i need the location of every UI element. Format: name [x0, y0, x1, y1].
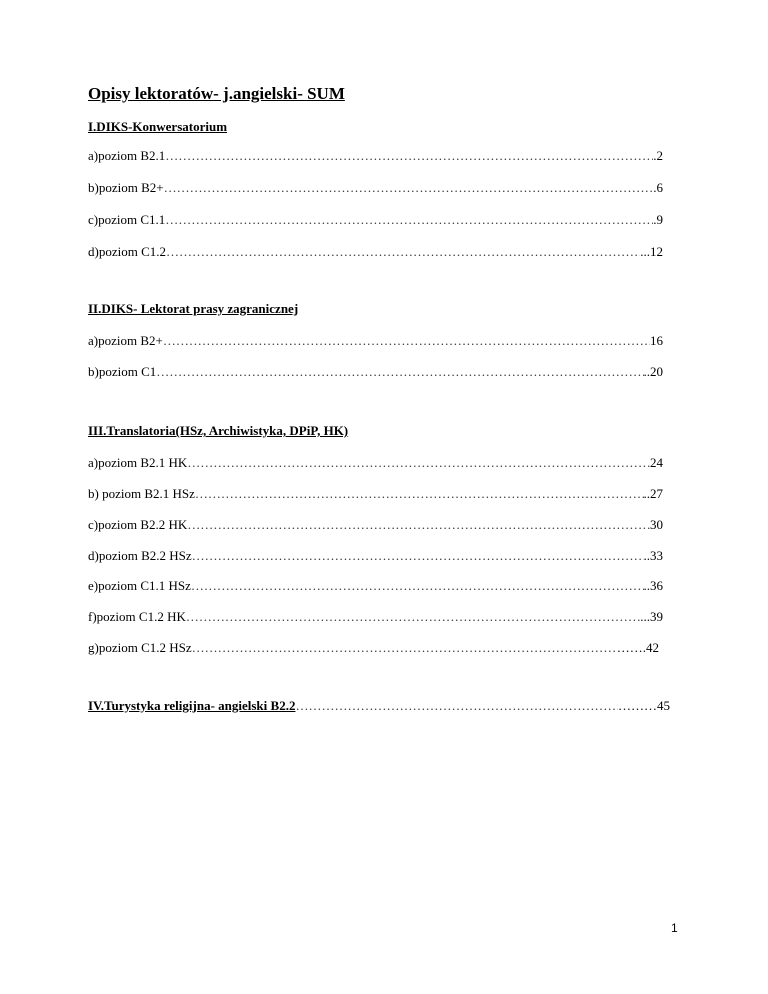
- toc-entry: [88, 244, 663, 260]
- page-title: Opisy lektoratów- j.angielski- SUM: [88, 84, 345, 103]
- toc-leader-dots: [191, 578, 644, 594]
- section-heading-2: II.DIKS- Lektorat prasy zagranicznej: [88, 301, 299, 316]
- toc-entry-page: ...39: [640, 609, 663, 624]
- toc-entry-label: c)poziom B2.2 HK: [88, 517, 188, 532]
- toc-entry-label: a)poziom B2+: [88, 333, 163, 348]
- toc-entry-page: 24: [650, 455, 663, 470]
- toc-leader-dots: [187, 455, 650, 471]
- toc-entry: [88, 364, 663, 380]
- toc-entry-page: 30: [650, 517, 663, 532]
- toc-entry: [88, 212, 663, 228]
- toc-entry: [88, 548, 663, 564]
- toc-entry-page: ………45: [618, 698, 670, 713]
- toc-entry-label: a)poziom B2.1: [88, 148, 166, 163]
- toc-entry-label: g)poziom C1.2 HSz: [88, 640, 192, 655]
- toc-leader-dots: [186, 609, 640, 625]
- toc-leader-dots: [192, 548, 644, 564]
- section-heading-1: I.DIKS-Konwersatorium: [88, 119, 228, 134]
- toc-leader-dots: [195, 486, 644, 502]
- toc-entry-page: 16: [650, 333, 663, 348]
- toc-entry: [88, 609, 663, 625]
- toc-entry-page: ..27: [643, 486, 663, 501]
- toc-entry-label: d)poziom B2.2 HSz: [88, 548, 192, 563]
- toc-entry: [88, 486, 663, 502]
- toc-leader-dots: [165, 148, 653, 164]
- toc-leader-dots: [156, 364, 643, 380]
- toc-entry-page: ..20: [643, 364, 663, 379]
- toc-entry: [88, 640, 659, 656]
- toc-leader-dots: [164, 180, 654, 196]
- toc-leader-dots: [187, 517, 650, 533]
- toc-entry-label: d)poziom C1.2: [88, 244, 166, 259]
- toc-entry: [88, 578, 663, 594]
- toc-leader-dots: [166, 244, 640, 260]
- toc-leader-dots: [192, 640, 617, 656]
- section-heading-4: IV.Turystyka religijna- angielski B2.2: [88, 698, 296, 713]
- toc-entry-label: b)poziom B2+: [88, 180, 164, 195]
- toc-leader-dots: [295, 698, 618, 714]
- toc-entry-page: ..36: [643, 578, 663, 593]
- toc-entry: [88, 517, 663, 533]
- toc-entry: [88, 455, 663, 471]
- toc-entry-label: a)poziom B2.1 HK: [88, 455, 188, 470]
- toc-entry-label: b)poziom C1: [88, 364, 157, 379]
- toc-entry-label: f)poziom C1.2 HK: [88, 609, 186, 624]
- toc-entry: [88, 148, 663, 164]
- toc-entry-page: ..33: [643, 548, 663, 563]
- page-number: 1: [671, 921, 678, 935]
- section-heading-3: III.Translatoria(HSz, Archiwistyka, DPiP, HK): [88, 423, 349, 438]
- toc-entry: [88, 180, 663, 196]
- toc-entry-label: b) poziom B2.1 HSz: [88, 486, 195, 501]
- toc-entry-label: c)poziom C1.1: [88, 212, 166, 227]
- toc-entry-label: e)poziom C1.1 HSz: [88, 578, 191, 593]
- toc-entry-page: …….42: [616, 640, 659, 655]
- toc-leader-dots: [163, 333, 650, 349]
- toc-entry-page: .2: [653, 148, 663, 163]
- toc-entry-page: .6: [653, 180, 663, 195]
- toc-entry-page: ...12: [640, 244, 663, 259]
- toc-leader-dots: [165, 212, 653, 228]
- toc-entry: [88, 333, 663, 349]
- toc-section-entry: [88, 698, 670, 714]
- toc-entry-page: .9: [653, 212, 663, 227]
